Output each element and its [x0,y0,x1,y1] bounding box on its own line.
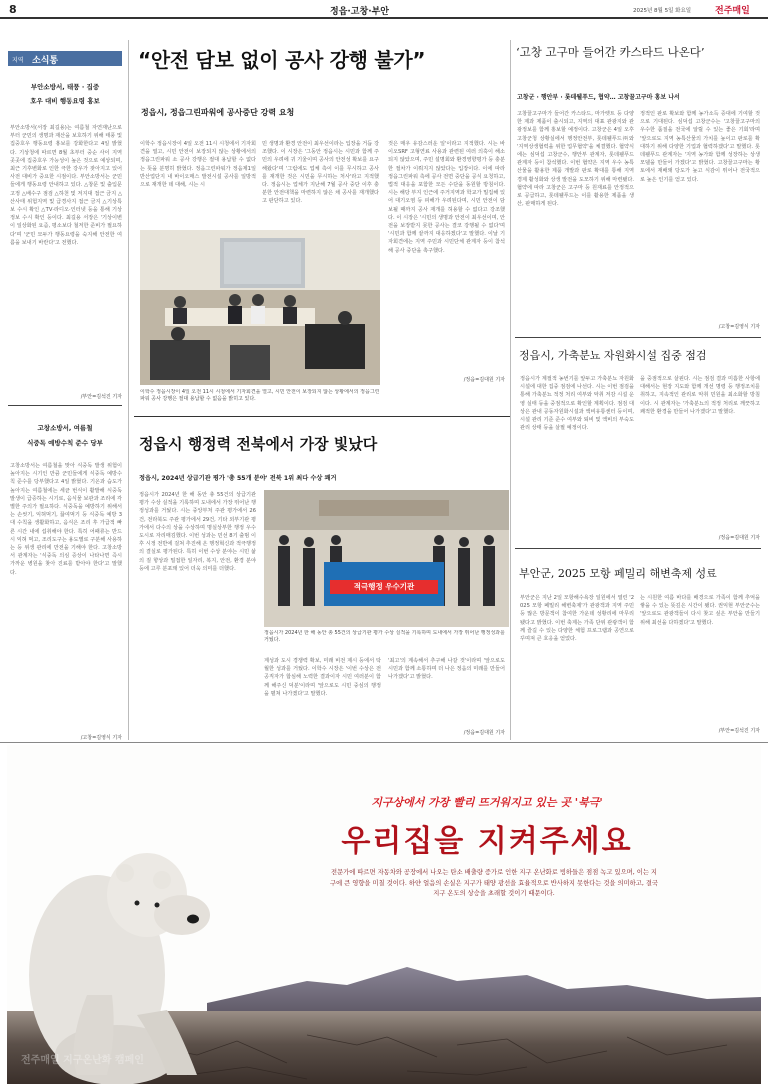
right1-body-col2: 정적인 판로 확보와 함께 농가소득 증대에 기여할 것으로 기대된다. 심덕섭 고창군수는 '고창꿀고구마의 우수한 품질을 전국에 알릴 수 있는 좋은 기회'라며 '앞으로도 지역 농특산물의 가치를 높이고 판로를 확대하기 위해 다양한 기업과 협력하겠다'고 말했다. 롯데웰푸드 관계자는 '지역 농가와 함께 성장하는 상생 모델을 만들어 가겠다'고 밝혔다. 고창꿀고구마는 황토에서 재배돼 당도가 높고 식감이 뛰어나 전국적으로 높은 인기를 얻고 있다. [640,111,760,183]
right3-body-col2: 는 시원한 여름 바다를 배경으로 가족이 함께 추억을 쌓을 수 있는 뜻깊은 시간이 됐다. 권익현 부안군수는 '앞으로도 관광객들이 다시 찾고 싶은 부안을 만들기 위해 최선을 다하겠다'고 말했다. [640,595,760,626]
sidebar-story1-headline-line1: 부안소방서, 태풍 · 집중 [30,83,100,91]
brand-logo: 전주매일 [715,6,750,16]
climate-ad [7,745,761,1084]
lead-photo [140,230,380,385]
right1-divider [515,337,761,338]
sidebar-story2-body: 고창소방서는 여름철을 맞아 식중독 발생 위험이 높아지는 시기인 만큼 군민들에게 식중독 예방수칙 준수를 당부했다고 4일 밝혔다. 기온과 습도가 높아지는 여름철에는 세균 번식이 활발해 식중독 발생이 급증하는 시기로, 음식물 보관과 조리에 각별한 주의가 필요하다. 식중독을 예방하기 위해서는 손씻기, 익혀먹기, 끓여먹기 등 식중독 예방 3대 수칙을 생활화하고, 음식은 조리 후 가급적 빠른 시간 내에 섭취해야 한다. 특히 어패류는 반드시 익혀 먹고, 조리도구는 용도별로 구분해 사용하는 등 위생 관리에 만전을 기해야 한다. 고창소방서 관계자는 '식중독 의심 증상이 나타나면 즉시 가까운 병원을 찾아 진료를 받아야 한다'고 말했다. [10,463,122,576]
lead-subhead: 정읍시, 정읍그린파워에 공사중단 강력 요청 [141,108,295,117]
right1-headline: ‘고창 고구마 들어간 카스타드 나온다’ [516,45,705,59]
lead-body-col2: 민 생명과 환경 안전이 최우선이라는 입장을 거듭 강조했다. 이 시장은 '그동안 정읍시는 시민과 함께 주민의 우려에 귀 기울이며 공사의 안전성 확보를 요구해왔다'며 '그럼에도 업체 측이 이를 무시하고 공사를 재개한 것은 시민을 무시하는 처사'라고 지적했다. 정읍시는 업체가 지난해 7월 공사 중단 이후 충분한 안전대책을 마련하지 않은 채 공사를 재개했다고 판단하고 있다. [262,141,379,205]
lead-body-col3: 것은 매우 유감스러운 일'이라고 지적했다. 시는 바이오SRF 고형연료 사용과 관련된 여러 의혹이 해소되지 않았으며, 주민 설명회와 환경영향평가 등 충분한 절차가 이뤄지지 않았다는 입장이다. 이에 따라 정읍그린파워 측에 공사 전면 중단을 공식 요청하고, 법적 대응을 포함한 모든 수단을 동원할 방침이다. 시는 해당 부지 인근에 주거지역과 학교가 밀집해 있어 대기오염 등 피해가 우려된다며, 시민 안전이 담보될 때까지 공사 재개를 허용할 수 없다고 강조했다. 이 시장은 '시민의 생명과 안전이 최우선이며, 안전을 보장받지 못한 공사는 결코 강행될 수 없다'며 '시민과 함께 끝까지 대응하겠다'고 말했다. 이날 기자회견에는 지역 주민과 시민단체 관계자 등이 참석해 공사 중단을 촉구했다. [388,141,505,254]
page-number: 8 [9,3,17,16]
ad-watermark: 전주매일 지구온난화 캠페인 [21,1055,144,1066]
header-rule [0,17,768,19]
right3-body-col1: 부안군은 지난 2일 모항해수욕장 일원에서 열린 '2025 모항 페밀리 해변축제'가 관광객과 지역 주민 등 많은 방문객이 참여한 가운데 성황리에 마무리됐다고 밝혔다. 이번 축제는 가족 단위 관광객이 함께 즐길 수 있는 다양한 체험 프로그램과 공연으로 꾸며져 큰 호응을 얻었다. [520,595,634,643]
lead-photo-caption: 이학수 정읍시장이 4일 오전 11시 시청에서 기자회견을 열고, 시민 안전이 보장되지 않는 상황에서의 정읍그린파워 공사 강행은 절대 용납할 수 없음을 밝히고 있다. [140,389,380,403]
right2-divider [515,548,761,549]
lead-credit: /정읍=김대원 기자 [463,377,505,383]
sidebar-story2-credit: /고창=김영식 기자 [80,735,122,741]
right2-credit: /정읍=김대원 기자 [718,535,760,541]
ad-top-rule [0,742,768,743]
ad-tagline: 지구상에서 가장 빨리 뜨거워지고 있는 곳 '북극' [371,796,603,809]
sidebar-story1-headline [10,80,120,108]
sidebar-story1-body: 부안소방서(서장 최길용)는 여름철 자연재난으로부터 군민의 생명과 재산을 보호하기 위해 태풍 및 집중호우 행동요령 홍보를 강화한다고 4일 밝혔다. 기상청에 따르면 8월 초부터 중순 사이 지역 곳곳에 집중호우 가능성이 높은 것으로 예상되며, 최근 기후변화로 인한 극한 강우가 잦아지고 있어 사전 대비가 중요한 시점이다. 부안소방서는 군민들에게 행동요령 안내하고 있다. △창문 및 출입문 고정 △배수구 점검 △하천 및 저지대 접근 금지 △산사태 위험지역 및 급경사지 접근 금지 △기상특보 수시 확인 △TV·라디오·인터넷 등을 통해 기상정보 수시 확인 등이다. 최길용 서장은 '기상이변이 일상화된 요즘, 평소보다 철저한 준비가 필요하다'며 '군민 모두가 행동요령을 숙지해 안전한 여름을 보내기 바란다'고 전했다. [10,125,122,246]
lead-headline: “안전 담보 없이 공사 강행 불가” [138,48,426,72]
lead-body-col1: 이학수 정읍시장이 4일 오전 11시 시청에서 기자회견을 열고, 시민 안전이 보장되지 않는 상황에서의 정읍그린파워 소 공사 강행은 절대 용납할 수 없다는 뜻을 분명히 밝혔다. 정읍그린파워가 정읍제1일반산업단지 내 바이오매스 발전시설 공사를 일방적으로 재개한 데 대해, 시는 시 [140,141,256,189]
sidebar-region-tag: 지역 [12,57,24,64]
right2-body-col2: 을 중점적으로 살핀다. 시는 점검 결과 미흡한 사항에 대해서는 현장 지도와 함께 개선 명령 등 행정조치를 취하고, 지속적인 관리로 악취 민원을 최소화할 방침이다. 시 관계자는 '가축분뇨의 적정 처리로 깨끗하고 쾌적한 환경을 만들어 나가겠다'고 말했다. [640,376,760,415]
right2-headline: 정읍시, 가축분뇨 자원화시설 집중 점검 [519,349,707,362]
sidebar-divider [8,405,122,406]
sidebar-story2-headline [10,421,120,451]
polar-bear-illustration [7,745,247,1084]
second-photo-illustration [264,490,509,627]
second-photo-caption: 정읍시가 2024년 한 해 동안 총 55건의 상급기관 평가 수상 실적을 기록하며 도내에서 가장 뛰어난 행정성과를 거뒀다. [264,630,505,644]
sidebar-column-rule [128,40,129,740]
right3-credit: /부안=김석진 기자 [718,728,760,734]
lead-photo-illustration [140,230,380,385]
right1-subhead: 고창군 · 행안부 · 롯데웰푸드, 협약… 고창꿀고구마 홍보 나서 [517,94,680,101]
second-credit: /정읍=김대원 기자 [463,730,505,736]
right2-body-col1: 정읍시가 계절적 농번기를 앞두고 가축분뇨 자원화시설에 대한 집중 점검에 나선다. 시는 이번 점검을 통해 가축분뇨 적정 처리 여부와 악취 저감 시설 운영 실태 등을 중점적으로 확인할 계획이다. 점검 대상은 관내 공동자원화시설과 액비유통센터 등이며, 시설 관리 기준 준수 여부와 퇴비 및 액비의 부숙도 관리 상태 등을 살필 예정이다. [520,376,634,432]
issue-date: 2025년 8월 5일 화요일 [633,8,692,14]
sidebar-story2-headline-line2: 식중독 예방수칙 준수 당부 [27,439,103,447]
second-subhead: 정읍시, 2024년 상급기관 평가 '총 55개 분야' 전북 1위 최다 수상 쾌거 [139,475,337,482]
sidebar-story1-credit: /부안=김석진 기자 [80,394,122,400]
second-photo [264,490,509,627]
main-column-rule [510,40,511,740]
sidebar-title: 소식통 [32,56,59,66]
section-name: 정읍·고창·부안 [330,7,390,17]
sidebar-title-bar [8,51,122,66]
second-photo-sign: 적극행정 우수기관 [353,582,415,591]
second-headline: 정읍시 행정력 전북에서 가장 빛났다 [139,435,378,453]
lead-divider [134,416,510,417]
ad-headline: 우리집을 지켜주세요 [341,824,633,859]
second-body-col4: '최고'의 계속해서 추구해 나갈 것'이라며 '앞으로도 시민과 함께 소통하며 더 나은 정읍의 미래를 만들어 나가겠다'고 밝혔다. [388,658,505,681]
right1-credit: /고창=김영식 기자 [718,324,760,330]
second-body-col1: 정읍시가 2024년 한 해 동안 총 55건의 상급기관 평가 수상 실적을 기록하며 도내에서 가장 뛰어난 행정성과를 거뒀다. 시는 중앙부처 주관 평가에서 26건, 전라북도 주관 평가에서 29건, 기타 외부기관 평가에서 다수의 상을 수상하며 명실상부한 행정 우수도시로 자리매김했다. 이번 성과는 민선 8기 출범 이후 시정 전반에 걸쳐 추진해 온 행정혁신과 적극행정의 결실로 평가된다. 특히 이번 수상 분야는 시민 삶의 질 향상과 밀접한 일자리, 복지, 안전, 환경 분야 등에 고루 분포돼 있어 더욱 의미를 더했다. [139,492,256,572]
sidebar-story1-headline-line2: 호우 대비 행동요령 홍보 [30,97,100,105]
second-body-col3: 계성과 도시 경쟁력 확보, 미래 비전 제시 등에서 탁월한 성과를 거뒀다. 이학수 시장은 '이번 수상은 전 공직자가 합심해 노력한 결과이자 시민 여러분이 함께 해주신 덕분'이라며 '앞으로도 시민 중심의 행정을 펼쳐 나가겠다'고 말했다. [264,658,381,697]
right1-body-col1: 고창꿀고구마가 들어간 카스타드, 마가렛트 등 다양한 제과 제품이 출시되고, 지역의 대표 관광지와 관광정보를 함께 홍보할 예정이다. 고창군은 4일 오후 고창군청 상황실에서 행정안전부, 롯데웰푸드㈜와 '지역상생협력을 위한 업무협약'을 체결했다. 협약식에는 심덕섭 고창군수, 행안부 관계자, 롯데웰푸드 관계자 등이 참석했다. 이번 협약은 지역 우수 농특산물을 활용한 제품 개발과 판로 확대를 통해 지역 경제 활성화와 상생 발전을 도모하기 위해 마련됐다. 협약에 따라 고창군은 고구마 등 원재료를 안정적으로 공급하고, 롯데웰푸드는 이를 활용한 제품을 생산, 판매하게 된다. [517,111,634,208]
right3-headline: 부안군, 2025 모항 페밀리 해변축제 성료 [519,567,717,580]
ad-body: 전문가에 따르면 자동차와 공장에서 나오는 탄소 배출량 증가로 인한 지구 온난화로 빙하들은 점점 녹고 있으며, 이는 지구에 큰 영향을 미칠 것이다. 하얀 얼음의 손실은 지구가 태양 광선을 효율적으로 반사하지 못한다는 것을 의미하고, 결국 지구 온도의 상승을 초래할 것이기 때문이다. [329,869,658,897]
sidebar-story2-headline-line1: 고창소방서, 여름철 [37,424,93,432]
